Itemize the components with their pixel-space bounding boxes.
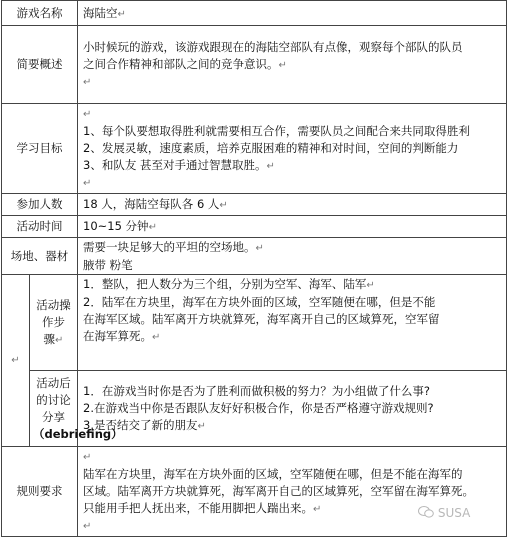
goals-line-1: 1、每个队要想取得胜利就需要相互合作，需要队员之间配合来共同取得胜利 (83, 124, 470, 138)
steps-line-2: 2．陆军在方块里，海军在方块外面的区域，空军随便在哪，但是不能 (83, 295, 436, 309)
label-duration: 活动时间 (2, 216, 78, 238)
row-participants (2, 194, 507, 216)
return-mark: ↵ (83, 452, 92, 463)
venue-line-2: 腋带 粉笔 (83, 258, 133, 272)
value-steps (78, 275, 507, 371)
steps-line-1: 1．整队，把人数分为三个组，分别为空军、海军、陆军↵ (83, 277, 375, 291)
row-rules (2, 447, 507, 537)
value-duration: 10~15 分钟↵ (78, 216, 507, 238)
value-debrief (78, 371, 507, 447)
label-steps: 活动操作步 骤↵ (30, 275, 78, 371)
label-goals: 学习目标 (2, 104, 78, 194)
game-info-table (1, 0, 507, 537)
watermark (418, 506, 470, 520)
label-venue: 场地、器材 (2, 238, 78, 275)
goals-line-3: 3、和队友 甚至对手通过智慧取胜。↵ (83, 158, 275, 172)
label-summary: 简要概述 (2, 26, 78, 104)
rules-line-2: 区域。陆军离开方块就算死，海军离开自己的区域算死，空军留在海军算死。 (83, 484, 474, 498)
value-summary (78, 26, 507, 104)
row-debrief (2, 371, 507, 447)
return-mark: ↵ (83, 77, 92, 88)
wechat-icon (418, 506, 434, 518)
debrief-line-2: 2.在游戏当中你是否跟队友好好积极合作，你是否严格遵守游戏规则? (83, 401, 434, 415)
steps-line-3: 在海军区域。陆军离开方块就算死，海军离开自己的区域算死，空军留 (83, 312, 440, 326)
merged-left-cell: ↵ (2, 275, 30, 447)
debrief-line-3: 3.是否结交了新的朋友↵ (83, 418, 206, 432)
steps-line-4: 在海军算死。↵ (83, 329, 161, 343)
debrief-line-1: 1．在游戏当时你是否为了胜利而做积极的努力？为小组做了什么事? (83, 384, 430, 398)
watermark-text: SUSA (437, 506, 471, 520)
value-rules (78, 447, 507, 537)
row-steps (2, 275, 507, 371)
value-participants: 18 人，海陆空每队各 6 人↵ (78, 194, 507, 216)
rules-line-1: 陆军在方块里，海军在方块外面的区域，空军随便在哪，但是不能在海军的 (83, 467, 463, 481)
label-debrief: 活动后的讨论 分享 （debriefing） (30, 371, 78, 447)
return-mark: ↵ (83, 109, 92, 120)
goals-line-2: 2、发展灵敏，速度素质，培养克服困难的精神和对时间，空间的判断能力 (83, 141, 459, 155)
summary-line-2: 之间合作精神和部队之间的竞争意识。↵ (83, 57, 287, 71)
label-game-name: 游戏名称 (2, 1, 78, 26)
row-goals (2, 104, 507, 194)
label-rules: 规则要求 (2, 447, 78, 537)
value-game-name: 海陆空↵ (78, 1, 507, 26)
value-goals (78, 104, 507, 194)
return-mark: ↵ (83, 521, 92, 532)
row-game-name (2, 1, 507, 26)
value-venue (78, 238, 507, 275)
rules-line-3: 只能用手把人抚出来，不能用脚把人踹出来。↵ (83, 501, 322, 515)
row-summary (2, 26, 507, 104)
row-duration (2, 216, 507, 238)
return-mark: ↵ (83, 178, 92, 189)
summary-line-1: 小时候玩的游戏，该游戏跟现在的海陆空部队有点像，观察每个部队的队员 (83, 40, 463, 54)
venue-line-1: 需要一块足够大的平坦的空场地。↵ (83, 240, 264, 254)
label-participants: 参加人数 (2, 194, 78, 216)
row-venue (2, 238, 507, 275)
